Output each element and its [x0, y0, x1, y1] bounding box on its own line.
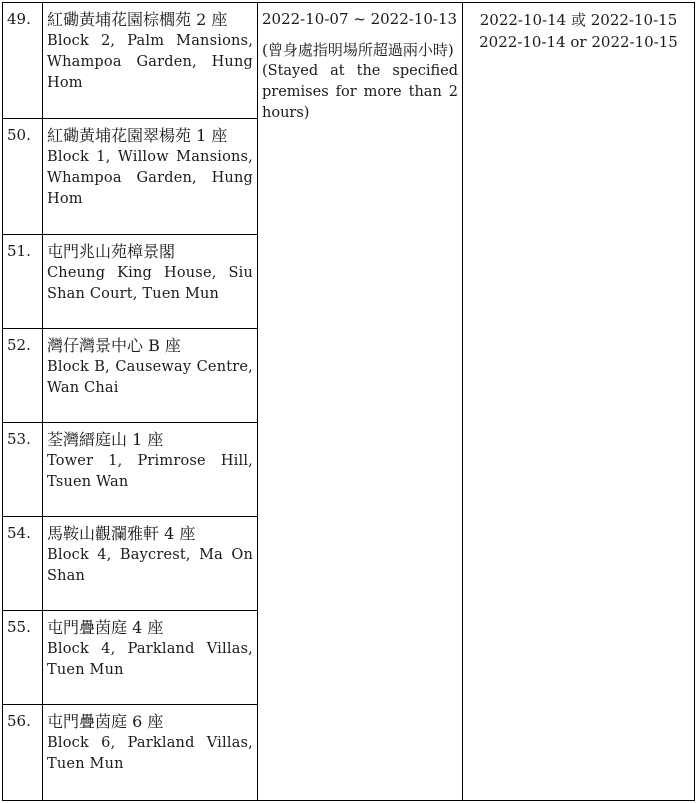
- premises-name-zh: 屯門疊茵庭 6 座: [47, 712, 164, 731]
- premises-name-zh: 紅磡黃埔花園翠楊苑 1 座: [47, 126, 228, 145]
- row-number: 55.: [7, 618, 31, 636]
- row-number-cell: [3, 517, 43, 611]
- premises-name-zh: 灣仔灣景中心 B 座: [47, 336, 181, 355]
- period-date-range: 2022-10-07 ~ 2022-10-13: [262, 10, 458, 28]
- premises-name-zh: 屯門兆山苑樟景閣: [47, 242, 176, 261]
- premises-name-en: Block 6, Parkland Villas, Tuen Mun: [47, 735, 253, 772]
- premises-cell: [43, 423, 258, 517]
- period-note-en: (Stayed at the specified premises for more than 2 hours): [262, 63, 458, 121]
- premises-cell: [43, 705, 258, 801]
- premises-cell: [43, 119, 258, 235]
- test-date-en: 2022-10-14 or 2022-10-15: [479, 33, 678, 51]
- premises-name-en: Cheung King House, Siu Shan Court, Tuen Mun: [47, 265, 253, 302]
- premises-name-en: Block 2, Palm Mansions, Whampoa Garden, Hung Hom: [47, 33, 253, 91]
- premises-name-en: Block 1, Willow Mansions, Whampoa Garden, Hung Hom: [47, 149, 253, 207]
- premises-name-zh: 荃灣縉庭山 1 座: [47, 430, 164, 449]
- test-date-zh: 2022-10-14 或 2022-10-15: [479, 11, 678, 29]
- row-number-cell: [3, 423, 43, 517]
- premises-cell: [43, 3, 258, 119]
- premises-cell: [43, 329, 258, 423]
- row-number: 51.: [7, 242, 31, 260]
- premises-name-en: Block 4, Parkland Villas, Tuen Mun: [47, 641, 253, 678]
- premises-cell: [43, 611, 258, 705]
- premises-name-zh: 屯門疊茵庭 4 座: [47, 618, 164, 637]
- test-date-cell: [463, 3, 695, 801]
- row-number: 50.: [7, 126, 31, 144]
- premises-name-en: Tower 1, Primrose Hill, Tsuen Wan: [47, 453, 253, 490]
- row-number-cell: [3, 705, 43, 801]
- row-number-cell: [3, 119, 43, 235]
- row-number: 56.: [7, 712, 31, 730]
- premises-name-en: Block B, Causeway Centre, Wan Chai: [47, 359, 253, 396]
- row-number-cell: [3, 329, 43, 423]
- premises-name-en: Block 4, Baycrest, Ma On Shan: [47, 547, 253, 584]
- period-cell: [258, 3, 463, 801]
- premises-cell: [43, 517, 258, 611]
- row-number-cell: [3, 3, 43, 119]
- row-number: 52.: [7, 336, 31, 354]
- premises-name-zh: 馬鞍山觀瀾雅軒 4 座: [47, 524, 196, 543]
- row-number: 54.: [7, 524, 31, 542]
- premises-cell: [43, 235, 258, 329]
- premises-name-zh: 紅磡黃埔花園棕櫚苑 2 座: [47, 10, 228, 29]
- row-number: 49.: [7, 10, 31, 28]
- premises-table: [2, 2, 695, 801]
- row-number: 53.: [7, 430, 31, 448]
- row-number-cell: [3, 611, 43, 705]
- row-number-cell: [3, 235, 43, 329]
- table-row: [3, 3, 695, 119]
- period-note-zh: (曾身處指明場所超過兩小時): [262, 41, 454, 59]
